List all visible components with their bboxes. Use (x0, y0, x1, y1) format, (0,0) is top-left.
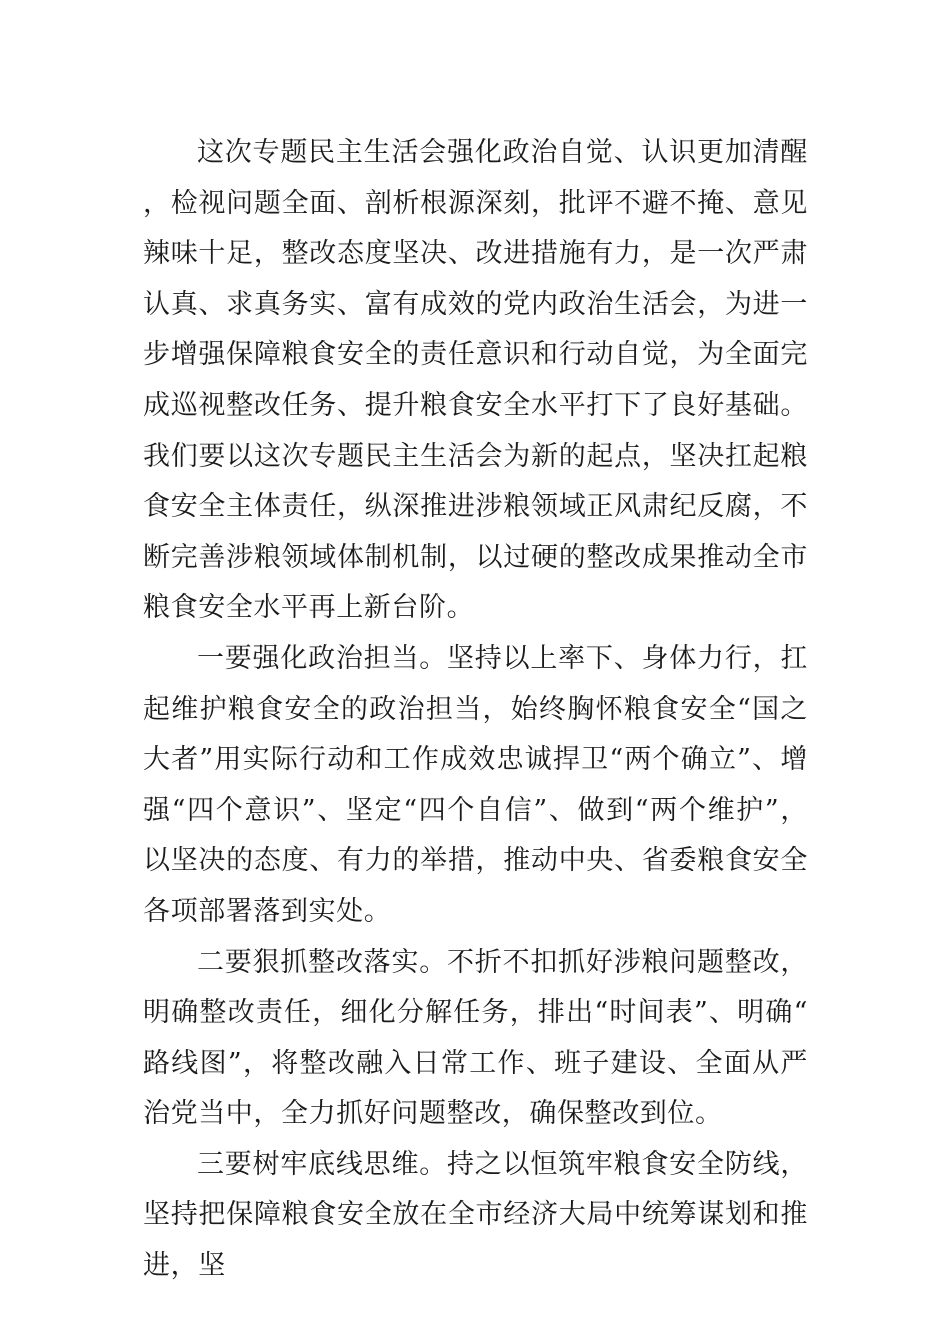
paragraph-summary: 这次专题民主生活会强化政治自觉、认识更加清醒，检视问题全面、剖析根源深刻，批评不避不掩、意见辣味十足，整改态度坚决、改进措施有力，是一次严肃认真、求真务实、富有成效的党内政治生活会，为进一步增强保障粮食安全的责任意识和行动自觉，为全面完成巡视整改任务、提升粮食安全水平打下了良好基础。我们要以这次专题民主生活会为新的起点，坚决扛起粮食安全主体责任，纵深推进涉粮领域正风肃纪反腐，不断完善涉粮领域体制机制，以过硬的整改成果推动全市粮食安全水平再上新台阶。 (143, 137, 808, 624)
paragraph-political-responsibility: 一要强化政治担当。坚持以上率下、身体力行，扛起维护粮食安全的政治担当，始终胸怀粮食安全“国之大者”用实际行动和工作成效忠诚捍卫“两个确立”、增强“四个意识”、坚定“四个自信”、做到“两个维护”，以坚决的态度、有力的举措，推动中央、省委粮食安全各项部署落到实处。 (143, 642, 808, 927)
paragraph-rectification: 二要狠抓整改落实。不折不扣抓好涉粮问题整改，明确整改责任，细化分解任务，排出“时间表”、明确“路线图”，将整改融入日常工作、班子建设、全面从严治党当中，全力抓好问题整改，确保整改到位。 (143, 946, 808, 1130)
document-body (143, 128, 808, 1292)
paragraph-bottom-line-thinking: 三要树牢底线思维。持之以恒筑牢粮食安全防线，坚持把保障粮食安全放在全市经济大局中统筹谋划和推进，坚 (143, 1148, 808, 1282)
